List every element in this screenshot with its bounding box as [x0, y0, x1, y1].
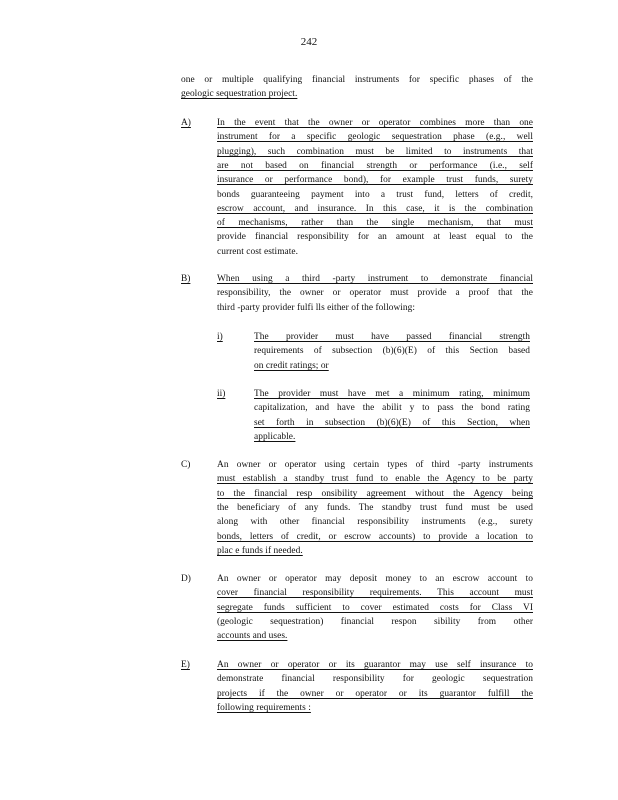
intro-line: one or multiple qualifying financial instruments for specific phases of the — [181, 75, 533, 85]
item-line: cover financial responsibility requirements. This account must — [217, 588, 533, 599]
subitem-line: applicable. — [254, 431, 296, 442]
item-marker: A) — [181, 118, 191, 128]
item-line: to the financial resp onsibility agreement without the Agency being — [217, 488, 533, 499]
item-line: insurance or performance bond), for example trust funds, surety — [217, 175, 533, 186]
subitem-marker: i) — [217, 332, 223, 342]
item-line: When using a third -party instrument to demonstrate financial — [217, 274, 533, 284]
item-marker: E) — [181, 660, 190, 670]
item-line: must establish a standby trust fund to enable the Agency to be party — [217, 474, 533, 485]
subitem-line: capitalization, and have the abilit y to pass the bond rating — [254, 403, 530, 414]
item-line: segregate funds sufficient to cover estimated costs for Class VI — [217, 602, 533, 613]
page-number: 242 — [300, 36, 318, 48]
item-line: are not based on financial strength or performance (i.e., self — [217, 160, 533, 171]
item-line: projects if the owner or operator or its guarantor fulfill the — [217, 688, 533, 699]
subitem-line: on credit ratings; or — [254, 360, 329, 371]
item-line: demonstrate financial responsibility for geologic sequestration — [217, 674, 533, 685]
subitem-line: requirements of subsection (b)(6)(E) of this Section based — [254, 346, 530, 357]
item-line: An owner or operator may deposit money to an escrow account to — [217, 574, 533, 584]
item-line: following requirements : — [217, 702, 311, 713]
subitem-line: The provider must have passed financial strength — [254, 332, 530, 342]
item-marker: C) — [181, 460, 191, 470]
subitem-line: The provider must have met a minimum rating, minimum — [254, 389, 530, 399]
item-line: the beneficiary of any funds. The standby trust fund must be used — [217, 502, 533, 513]
item-line: third -party provider fulfi lls either of the following: — [217, 302, 416, 313]
item-marker: B) — [181, 274, 191, 284]
item-line: provide financial responsibility for an amount at least equal to the — [217, 232, 533, 243]
item-line: accounts and uses. — [217, 631, 288, 642]
item-line: An owner or operator or its guarantor may use self insurance to — [217, 660, 533, 670]
item-line: bonds, letters of credit, or escrow accounts) to provide a location to — [217, 531, 533, 542]
item-line: In the event that the owner or operator combines more than one — [217, 118, 533, 128]
item-line: bonds guaranteeing payment into a trust fund, letters of credit, — [217, 189, 533, 200]
item-line: An owner or operator using certain types of third -party instruments — [217, 460, 533, 470]
item-line: along with other financial responsibility instruments (e.g., surety — [217, 517, 533, 528]
item-line: (geologic sequestration) financial respon sibility from other — [217, 616, 533, 627]
subitem-line: set forth in subsection (b)(6)(E) of this Section, when — [254, 417, 530, 428]
item-line: instrument for a specific geologic sequestration phase (e.g., well — [217, 132, 533, 143]
item-line: escrow account, and insurance. In this case, it is the combination — [217, 203, 533, 214]
item-line: current cost estimate. — [217, 246, 299, 257]
item-line: plugging), such combination must be limited to instruments that — [217, 146, 533, 157]
item-marker: D) — [181, 574, 191, 584]
item-line: responsibility, the owner or operator must provide a proof that the — [217, 288, 533, 299]
item-line: plac e funds if needed. — [217, 545, 303, 556]
subitem-marker: ii) — [217, 389, 226, 399]
intro-line: geologic sequestration project. — [181, 89, 298, 100]
item-line: of mechanisms, rather than the single mechanism, that must — [217, 218, 533, 229]
